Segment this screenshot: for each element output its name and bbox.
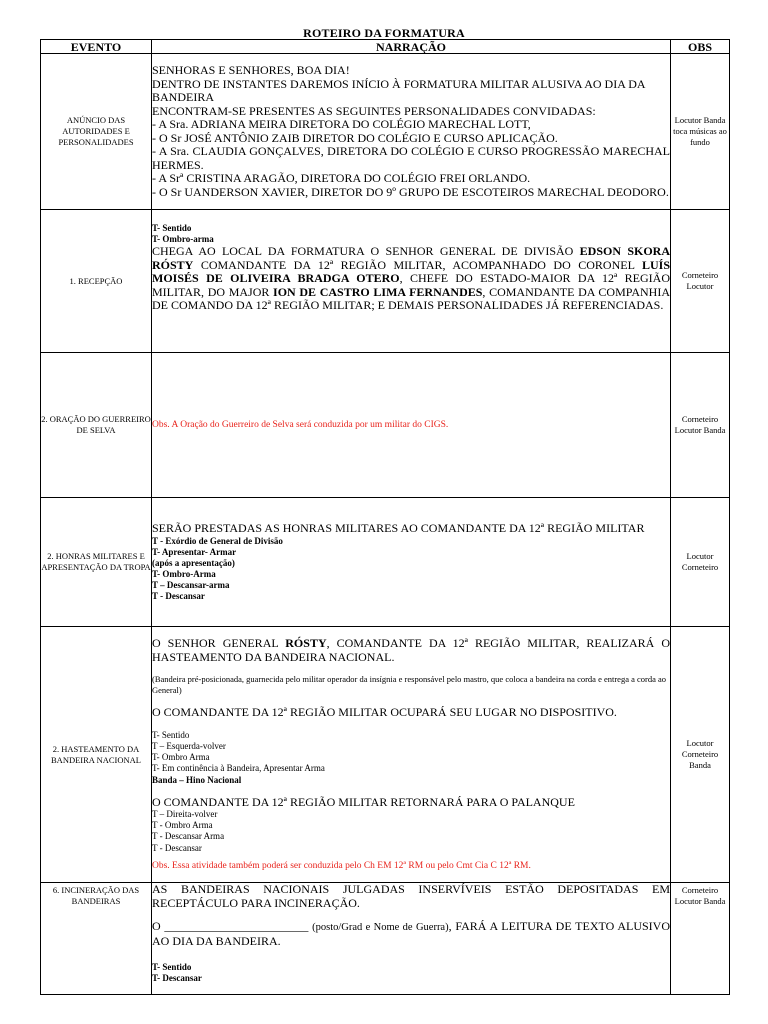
narration-paragraph [152,245,670,313]
command-line: T- Ombro-Arma [152,568,216,579]
narration-line: - A Sra. CLAUDIA GONÇALVES, DIRETORA DO COLÉGIO E CURSO PROGRESSÃO MARECHAL HERMES. [152,144,670,172]
narration-line: - O Sr UANDERSON XAVIER, DIRETOR DO 9º GRUPO DE ESCOTEIROS MARECHAL DEODORO. [152,184,669,199]
document-title: ROTEIRO DA FORMATURA [303,26,465,40]
command-line: T- Sentido [152,223,192,234]
event-cell: 2. HASTEAMENTO DA BANDEIRA NACIONAL [41,627,152,883]
narration-cell [152,883,671,995]
event-cell: ANÚNCIO DAS AUTORIDADES E PERSONALIDADES [41,54,152,210]
observation-note: Obs. A Oração do Guerreiro de Selva será conduzida por um militar do CIGS. [152,420,449,430]
event-cell: 6. INCINERAÇÃO DAS BANDEIRAS [41,883,152,995]
name-bold: EDSON SKORA RÓSTY [152,244,670,272]
obs-cell: Corneteiro Locutor Banda [671,883,730,995]
narration-text: , FARÁ A LEITURA DE TEXTO ALUSIVO AO DIA DA BANDEIRA. [152,919,670,948]
table-row [41,627,730,883]
narration-line: - A Sra. ADRIANA MEIRA DIRETORA DO COLÉGIO MARECHAL LOTT, [152,117,531,131]
command-line: T – Direita-volver [152,809,218,819]
narration-line: AS BANDEIRAS NACIONAIS JULGADAS INSERVÍVEIS ESTÃO DEPOSITADAS EM RECEPTÁCULO PARA INCINERAÇÃO. [152,882,670,910]
narration-text: O ________________________ [152,919,313,933]
name-bold: ION DE CASTRO LIMA FERNANDES [273,284,483,299]
roteiro-table [40,39,730,995]
command-line: T - Descansar [152,842,202,853]
event-cell: 2. ORAÇÃO DO GUERREIRO DE SELVA [41,353,152,498]
table-row [41,353,730,498]
parenthetical-note: (Bandeira pré-posicionada, guarnecida pelo militar operador da insígnia e responsável pelo mastro, que coloca a bandeira na corda e entrega a corda ao General) [152,674,667,696]
narration-paragraph [152,637,670,664]
narration-text: COMANDANTE DA 12ª REGIÃO MILITAR, ACOMPANHADO DO CORONEL [193,257,642,272]
narration-cell [152,210,671,353]
narration-paragraph [152,920,670,948]
header-narracao: NARRAÇÃO [152,40,671,54]
command-line: T - Exórdio de General de Divisão [152,535,283,546]
narration-text: CHEGA AO LOCAL DA FORMATURA O SENHOR GENERAL DE DIVISÃO [152,244,580,259]
event-cell: 2. HONRAS MILITARES E APRESENTAÇÃO DA TROPA [41,498,152,627]
obs-cell: Corneteiro Locutor [671,210,730,353]
narration-line: - O Sr JOSÉ ANTÔNIO ZAIB DIRETOR DO COLÉGIO E CURSO APLICAÇÃO. [152,130,558,145]
narration-line: - A Srª CRISTINA ARAGÃO, DIRETORA DO COLÉGIO FREI ORLANDO. [152,171,531,185]
table-row [41,54,730,210]
narration-cell [152,54,671,210]
narration-line: ENCONTRAM-SE PRESENTES AS SEGUINTES PERSONALIDADES CONVIDADAS: [152,103,596,118]
narration-text: , COMANDANTE DA 12ª REGIÃO MILITAR, REALIZARÁ O HASTEAMENTO DA BANDEIRA NACIONAL. [152,636,671,664]
table-row [41,883,730,995]
narration-text: (posto/Grad e Nome de Guerra) [312,922,449,933]
command-line: (após a apresentação) [152,557,235,568]
narration-cell [152,498,671,627]
narration-text: , COMANDANTE DA COMPANHIA DE COMANDO DA 12ª REGIÃO MILITAR; E DEMAIS PERSONALIDADES JÁ REFERENCIADAS. [152,284,670,313]
command-line: T – Descansar-arma [152,579,230,590]
table-row [41,498,730,627]
command-line: T- Sentido [152,962,192,972]
command-line: T - Ombro Arma [152,820,213,831]
narration-cell [152,627,671,883]
table-row [41,210,730,353]
narration-line: SENHORAS E SENHORES, BOA DIA! [152,63,350,77]
header-obs: OBS [671,40,730,54]
narration-cell [152,353,671,498]
command-line: T - Descansar [152,590,205,601]
command-line: Banda – Hino Nacional [152,774,242,785]
command-line: T – Esquerda-volver [152,740,226,751]
command-line: T - Descansar Arma [152,831,225,842]
header-evento: EVENTO [41,40,152,54]
command-line: T- Ombro-arma [152,234,214,245]
narration-line: O COMANDANTE DA 12ª REGIÃO MILITAR RETORNARÁ PARA O PALANQUE [152,794,575,809]
command-line: T- Ombro Arma [152,752,210,763]
table-header-row [41,40,730,54]
command-line: T- Descansar [152,973,202,983]
narration-line: DENTRO DE INSTANTES DAREMOS INÍCIO À FORMATURA MILITAR ALUSIVA AO DIA DA BANDEIRA [152,76,645,104]
obs-cell: Locutor Corneteiro Banda [671,627,730,883]
obs-cell: Corneteiro Locutor Banda [671,353,730,498]
observation-note: Obs. Essa atividade também poderá ser conduzida pelo Ch EM 12ª RM ou pelo Cmt Cia C 12ª RM. [152,860,531,871]
name-bold: LUÍS MOISÉS DE OLIVEIRA BRADGA OTERO [152,257,670,286]
narration-text: , CHEFE DO ESTADO-MAIOR DA 12ª REGIÃO MILITAR, DO MAJOR [152,271,670,299]
obs-cell: Locutor Corneteiro [671,498,730,627]
command-line: T- Sentido [152,729,190,740]
name-bold: RÓSTY [285,636,327,651]
narration-line: O COMANDANTE DA 12ª REGIÃO MILITAR OCUPARÁ SEU LUGAR NO DISPOSITIVO. [152,705,617,720]
command-line: T- Em continência à Bandeira, Apresentar Arma [152,763,325,774]
command-line: T- Apresentar- Armar [152,546,237,557]
narration-line: SERÃO PRESTADAS AS HONRAS MILITARES AO COMANDANTE DA 12ª REGIÃO MILITAR [152,521,645,536]
narration-text: O SENHOR GENERAL [152,636,286,651]
event-cell: 1. RECEPÇÃO [41,210,152,353]
obs-cell: Locutor Banda toca músicas ao fundo [671,54,730,210]
